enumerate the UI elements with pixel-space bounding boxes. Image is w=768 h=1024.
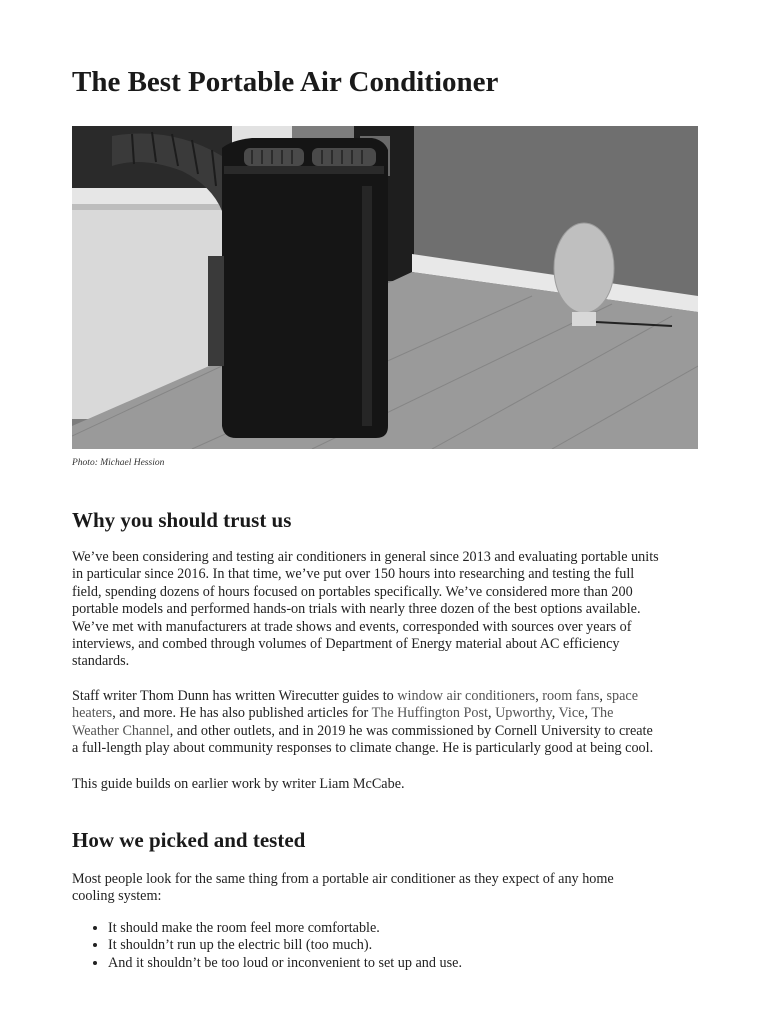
text-line: a full-length play about community responses to climate change. He is particularly good at being cool. (72, 740, 654, 757)
link-space-heaters-cont[interactable]: heaters (72, 705, 113, 722)
text-line: in particular since 2016. In that time, we’ve put over 150 hours into researching and testing the full (72, 566, 635, 583)
criteria-list (72, 920, 462, 972)
section-heading-picked: How we picked and tested (72, 828, 306, 852)
text-line: portable models and performed hands-on trials with nearly three dozen of the best options available. (72, 601, 641, 618)
list-item: • And it shouldn’t be too loud or inconvenient to set up and use. (108, 955, 462, 972)
article-photo (72, 126, 698, 449)
link-upworthy[interactable]: Upworthy (495, 705, 552, 722)
trust-paragraph-2 (72, 688, 698, 758)
text: , (551, 705, 559, 722)
text: , (584, 705, 592, 722)
text-line: cooling system: (72, 888, 162, 905)
list-item: • It shouldn’t run up the electric bill (too much). (108, 937, 462, 954)
link-room-fans[interactable]: room fans (542, 688, 600, 704)
trust-paragraph-3: This guide builds on earlier work by writer Liam McCabe. (72, 776, 405, 792)
text: , and more. He has also published articles for (112, 705, 372, 722)
list-item: • It should make the room feel more comfortable. (108, 920, 462, 937)
link-weather-channel-cont[interactable]: Weather Channel (72, 722, 170, 739)
link-weather-channel[interactable]: The (591, 705, 614, 722)
text-line (72, 688, 698, 705)
link-space-heaters[interactable]: space (606, 688, 639, 704)
picked-intro (72, 871, 698, 906)
text: , (487, 705, 496, 722)
section-heading-trust: Why you should trust us (72, 508, 292, 532)
text-line: standards. (72, 653, 130, 670)
text-line: We’ve been considering and testing air conditioners in general since 2013 and evaluating portable units (72, 549, 659, 565)
text-line (72, 723, 698, 740)
link-vice[interactable]: Vice (558, 705, 585, 722)
text-line: We’ve met with manufacturers at trade shows and events, corresponded with sources over years of (72, 618, 632, 635)
text: , and other outlets, and in 2019 he was commissioned by Cornell University to create (169, 722, 653, 739)
text: Staff writer Thom Dunn has written Wirecutter guides to (72, 688, 398, 704)
portable-ac-photo-illustration (72, 126, 698, 449)
text: , (599, 688, 607, 704)
text-line: interviews, and combed through volumes of Department of Energy material about AC efficiency (72, 636, 620, 653)
text: , (535, 688, 543, 704)
photo-caption: Photo: Michael Hession (72, 458, 165, 468)
link-huffington-post[interactable]: The Huffington Post (371, 705, 488, 722)
link-window-air-conditioners[interactable]: window air conditioners (397, 688, 536, 704)
text-line: field, spending dozens of hours focused on portables specifically. We’ve considered more than 200 (72, 583, 633, 600)
text-line: Most people look for the same thing from a portable air conditioner as they expect of any home (72, 871, 614, 887)
text-line (72, 705, 698, 722)
page-title: The Best Portable Air Conditioner (72, 66, 499, 98)
trust-paragraph-1 (72, 549, 698, 671)
